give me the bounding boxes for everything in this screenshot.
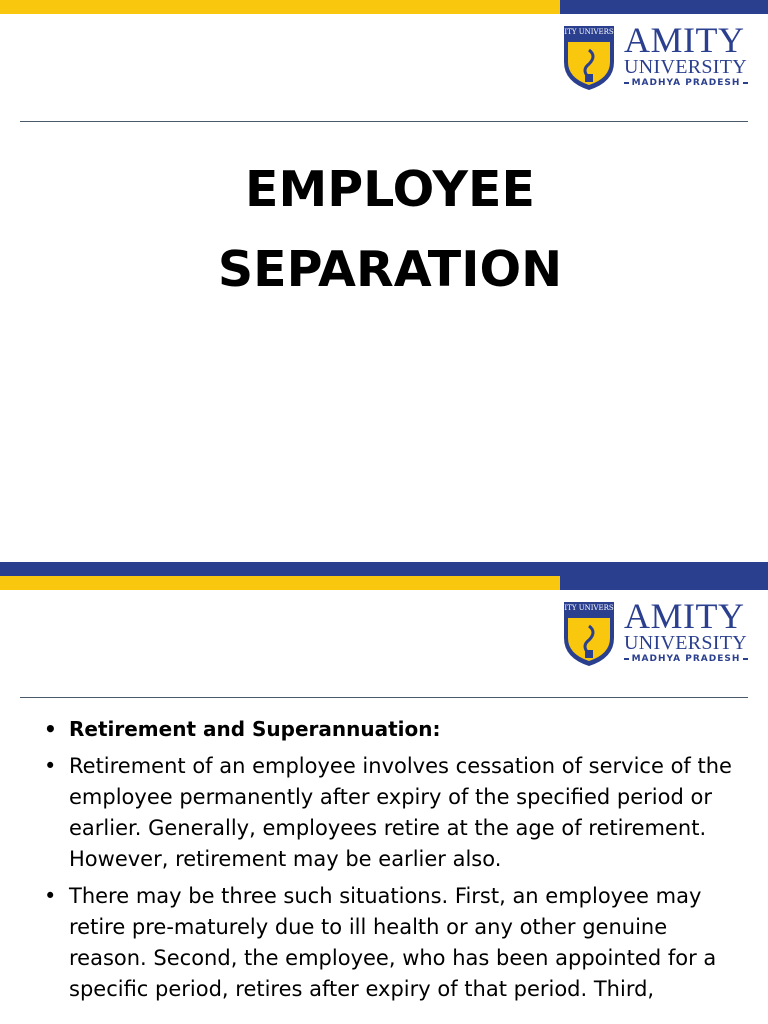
bullet-item-heading <box>44 714 744 745</box>
divider-line <box>20 121 748 122</box>
logo-brand: AMITY <box>624 20 745 60</box>
logo-region-text: MADHYA PRADESH <box>631 78 741 88</box>
crest-text: AMITY UNIVERSITY <box>552 604 626 612</box>
bullet-icon: • <box>44 717 57 741</box>
crest-icon <box>552 598 626 668</box>
title-line-2: SEPARATION <box>217 241 563 298</box>
slide-content <box>0 562 768 1024</box>
slide-title-text <box>120 150 660 310</box>
header-bar-blue <box>560 0 768 14</box>
header-bar-blue <box>0 562 768 576</box>
divider-line <box>20 697 748 698</box>
bullet-item <box>44 881 744 1005</box>
bullet-text: Retirement and Superannuation: <box>69 717 441 741</box>
logo-region <box>624 654 748 664</box>
logo-region-text: MADHYA PRADESH <box>631 654 741 664</box>
crest-text: AMITY UNIVERSITY <box>552 28 626 36</box>
logo-institution: UNIVERSITY <box>624 632 747 654</box>
header-bar-yellow <box>0 0 560 14</box>
crest-icon <box>552 22 626 92</box>
bullet-list <box>44 714 744 1011</box>
title-line-1: EMPLOYEE <box>245 161 535 218</box>
amity-logo <box>552 596 752 676</box>
amity-logo <box>552 20 752 100</box>
header-bar-yellow <box>0 576 560 590</box>
logo-brand: AMITY <box>624 596 745 636</box>
logo-region <box>624 78 748 88</box>
bullet-icon: • <box>44 754 57 778</box>
bullet-text: Retirement of an employee involves cessation of service of the employee permanently after expiry of the specified period or earlier. Generally, employees retire at the age of retirement. However, retirement may be earlier also. <box>69 754 732 871</box>
header-bar-blue-right <box>560 576 768 590</box>
bullet-item <box>44 751 744 875</box>
bullet-text: There may be three such situations. First, an employee may retire pre-maturely due to ill health or any other genuine reason. Second, the employee, who has been appointed for a specific period, retires after expiry of that period. Third, <box>69 884 717 1001</box>
logo-institution: UNIVERSITY <box>624 56 747 78</box>
bullet-icon: • <box>44 884 57 908</box>
